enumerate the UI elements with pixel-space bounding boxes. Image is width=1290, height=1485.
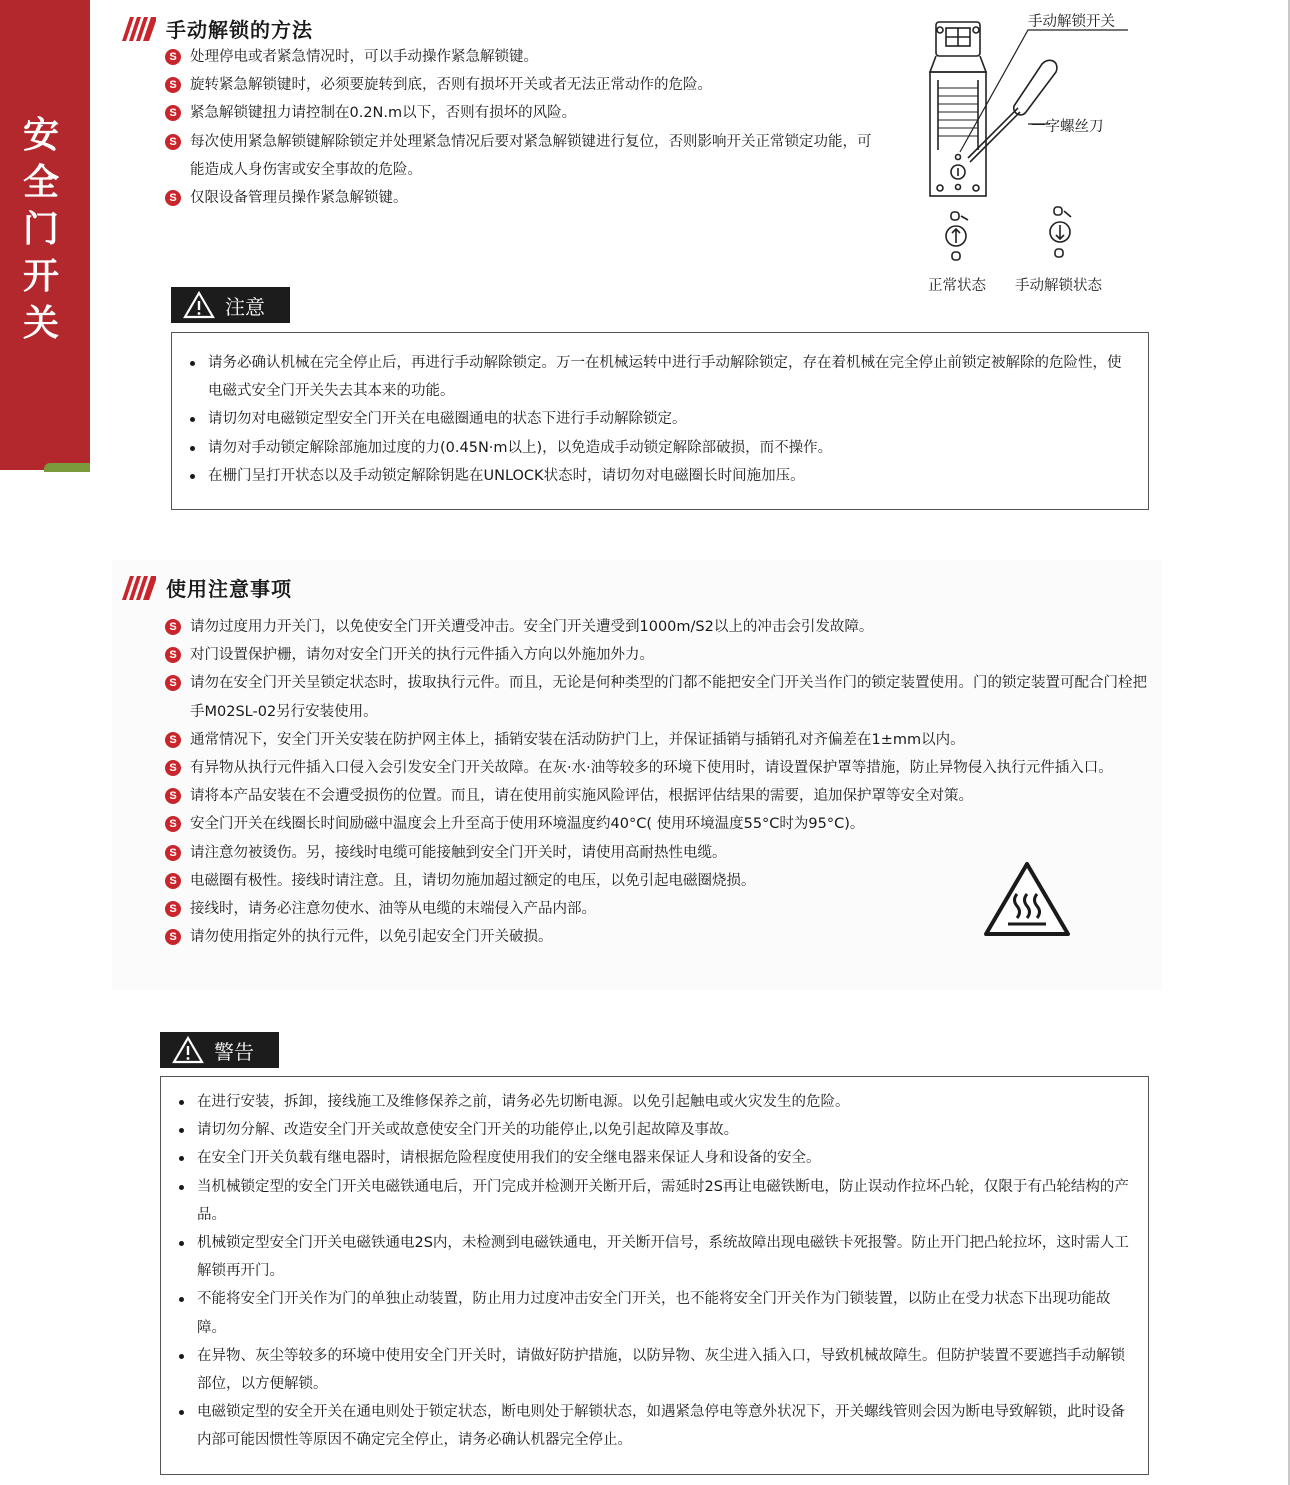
list-item: 机械锁定型安全门开关电磁铁通电2S内，未检测到电磁铁通电，开关断开信号，系统故障出现电磁铁卡死报警。防止开门把凸轮拉坏，这时需人工解锁再开门。 [175, 1229, 1135, 1285]
s-badge-icon: S [165, 647, 181, 663]
sidebar-title-char: 开 [22, 256, 59, 297]
list-item [165, 726, 1160, 754]
sidebar-title-char: 门 [22, 209, 59, 250]
s-badge-icon: S [165, 675, 181, 691]
manual-unlock-list [165, 43, 875, 212]
sidebar-title-char: 安 [22, 115, 59, 156]
caution-list [186, 349, 1132, 490]
list-item-text: 请勿使用指定外的执行元件，以免引起安全门开关破损。 [190, 929, 553, 946]
s-badge-icon: S [165, 49, 181, 65]
list-item-text: 处理停电或者紧急情况时，可以手动操作紧急解锁键。 [190, 49, 538, 65]
caution-tag-label: 注意 [225, 294, 265, 319]
list-item-text: 仅限设备管理员操作紧急解锁键。 [190, 190, 408, 207]
stripes-icon [122, 576, 156, 600]
label-normal-state: 正常状态 [928, 278, 986, 294]
s-badge-icon: S [165, 77, 181, 93]
s-badge-icon: S [165, 732, 181, 748]
warning-triangle-icon [172, 1036, 204, 1064]
warning-list [175, 1088, 1135, 1455]
list-item: 在进行安装，拆卸，接线施工及维修保养之前，请务必先切断电源。以免引起触电或火灾发生的危险。 [175, 1088, 1135, 1116]
list-item: 在栅门呈打开状态以及手动锁定解除钥匙在UNLOCK状态时，请切勿对电磁圈长时间施加压。 [186, 462, 1132, 490]
manual-unlock-heading [122, 14, 313, 43]
list-item [165, 641, 1160, 669]
list-item [165, 184, 875, 212]
list-item-text: 旋转紧急解锁键时，必须要旋转到底，否则有损坏开关或者无法正常动作的危险。 [190, 77, 712, 94]
sidebar-accent [44, 463, 90, 472]
list-item-text: 通常情况下，安全门开关安装在防护网主体上，插销安装在活动防护门上，并保证插销与插销孔对齐偏差在1±mm以内。 [190, 731, 965, 748]
list-item: 请务必确认机械在完全停止后，再进行手动解除锁定。万一在机械运转中进行手动解除锁定，存在着机械在完全停止前锁定被解除的危险性，使电磁式安全门开关失去其本来的功能。 [186, 349, 1132, 405]
list-item-text: 请将本产品安装在不会遭受损伤的位置。而且，请在使用前实施风险评估，根据评估结果的需要，追加保护罩等安全对策。 [190, 788, 973, 805]
switch-body-drawing [930, 22, 986, 196]
s-badge-icon: S [165, 901, 181, 917]
s-badge-icon: S [165, 788, 181, 804]
caution-box [171, 332, 1149, 510]
list-item-text: 安全门开关在线圈长时间励磁中温度会上升至高于使用环境温度约40°C( 使用环境温度55°C时为95°C)。 [190, 816, 865, 833]
list-item: 在安全门开关负载有继电器时，请根据危险程度使用我们的安全继电器来保证人身和设备的安全。 [175, 1144, 1135, 1172]
s-badge-icon: S [165, 134, 181, 150]
warning-tag-label: 警告 [214, 1039, 254, 1064]
warning-tag [160, 1032, 279, 1068]
section-title: 使用注意事项 [166, 577, 292, 601]
caution-tag [171, 287, 290, 323]
list-item [165, 754, 1160, 782]
stripes-icon [122, 17, 156, 41]
list-item [165, 71, 875, 99]
s-badge-icon: S [165, 760, 181, 776]
unlock-state-symbol [1050, 207, 1071, 257]
warning-triangle-icon [183, 291, 215, 319]
list-item-text: 有异物从执行元件插入口侵入会引发安全门开关故障。在灰·水·油等较多的环境下使用时，请设置保护罩等措施，防止异物侵入执行元件插入口。 [190, 760, 1113, 777]
list-item [165, 128, 875, 184]
s-badge-icon: S [165, 190, 181, 206]
s-badge-icon: S [165, 845, 181, 861]
label-unlock-switch: 手动解锁开关 [1028, 14, 1115, 30]
warning-box [160, 1076, 1149, 1475]
label-screwdriver: 一字螺丝刀 [1031, 119, 1104, 135]
list-item-text: 请勿过度用力开关门，以免使安全门开关遭受冲击。安全门开关遭受到1000m/S2以上的冲击会引发故障。 [190, 619, 874, 635]
list-item: 请勿对手动锁定解除部施加过度的力(0.45N·m以上)，以免造成手动锁定解除部破损，而不操作。 [186, 434, 1132, 462]
list-item-text: 电磁圈有极性。接线时请注意。且，请切勿施加超过额定的电压，以免引起电磁圈烧损。 [190, 872, 756, 889]
list-item-text: 请勿在安全门开关呈锁定状态时，拔取执行元件。而且，无论是何种类型的门都不能把安全门开关当作门的锁定装置使用。门的锁定装置可配合门栓把手M02SL-02另行安装使用。 [190, 675, 1147, 720]
s-badge-icon: S [165, 873, 181, 889]
list-item [165, 43, 875, 71]
unlock-diagram [900, 0, 1140, 310]
s-badge-icon: S [165, 929, 181, 945]
list-item [165, 810, 1160, 838]
normal-state-symbol [946, 212, 968, 260]
hot-surface-warning-icon [982, 860, 1072, 938]
label-unlock-state: 手动解锁状态 [1015, 278, 1102, 294]
list-item [165, 613, 1160, 641]
list-item-text: 紧急解锁键扭力请控制在0.2N.m以下，否则有损坏的风险。 [190, 105, 577, 122]
list-item: 当机械锁定型的安全门开关电磁铁通电后，开门完成并检测开关断开后，需延时2S再让电磁铁断电，防止误动作拉坏凸轮，仅限于有凸轮结构的产品。 [175, 1173, 1135, 1229]
list-item-text: 请注意勿被烫伤。另，接线时电缆可能接触到安全门开关时，请使用高耐热性电缆。 [190, 844, 727, 861]
list-item-text: 接线时，请务必注意勿使水、油等从电缆的末端侵入产品内部。 [190, 901, 596, 918]
sidebar-title [0, 112, 82, 347]
list-item [165, 782, 1160, 810]
sidebar-title-char: 全 [22, 162, 59, 203]
list-item-text: 每次使用紧急解锁键解除锁定并处理紧急情况后要对紧急解锁键进行复位，否则影响开关正常锁定功能，可能造成人身伤害或安全事故的危险。 [190, 133, 872, 178]
section-title: 手动解锁的方法 [166, 18, 313, 42]
list-item: 不能将安全门开关作为门的单独止动装置，防止用力过度冲击安全门开关，也不能将安全门开关作为门锁装置，以防止在受力状态下出现功能故障。 [175, 1285, 1135, 1341]
screwdriver-drawing [968, 60, 1057, 162]
s-badge-icon: S [165, 619, 181, 635]
list-item [165, 99, 875, 127]
s-badge-icon: S [165, 816, 181, 832]
list-item-text: 对门设置保护栅，请勿对安全门开关的执行元件插入方向以外施加外力。 [190, 647, 654, 664]
list-item: 电磁锁定型的安全开关在通电则处于锁定状态，断电则处于解锁状态，如遇紧急停电等意外状况下，开关螺线管则会因为断电导致解锁，此时设备内部可能因惯性等原因不确定完全停止，请务必确认机器完全停止。 [175, 1398, 1135, 1454]
sidebar-title-char: 关 [22, 303, 59, 344]
list-item: 在异物、灰尘等较多的环境中使用安全门开关时，请做好防护措施，以防异物、灰尘进入插入口，导致机械故障生。但防护装置不要遮挡手动解锁部位，以方便解锁。 [175, 1342, 1135, 1398]
list-item: 请切勿分解、改造安全门开关或故意使安全门开关的功能停止,以免引起故障及事故。 [175, 1116, 1135, 1144]
s-badge-icon: S [165, 105, 181, 121]
list-item [165, 669, 1160, 725]
usage-notes-heading [122, 573, 292, 602]
list-item: 请切勿对电磁锁定型安全门开关在电磁圈通电的状态下进行手动解除锁定。 [186, 405, 1132, 433]
